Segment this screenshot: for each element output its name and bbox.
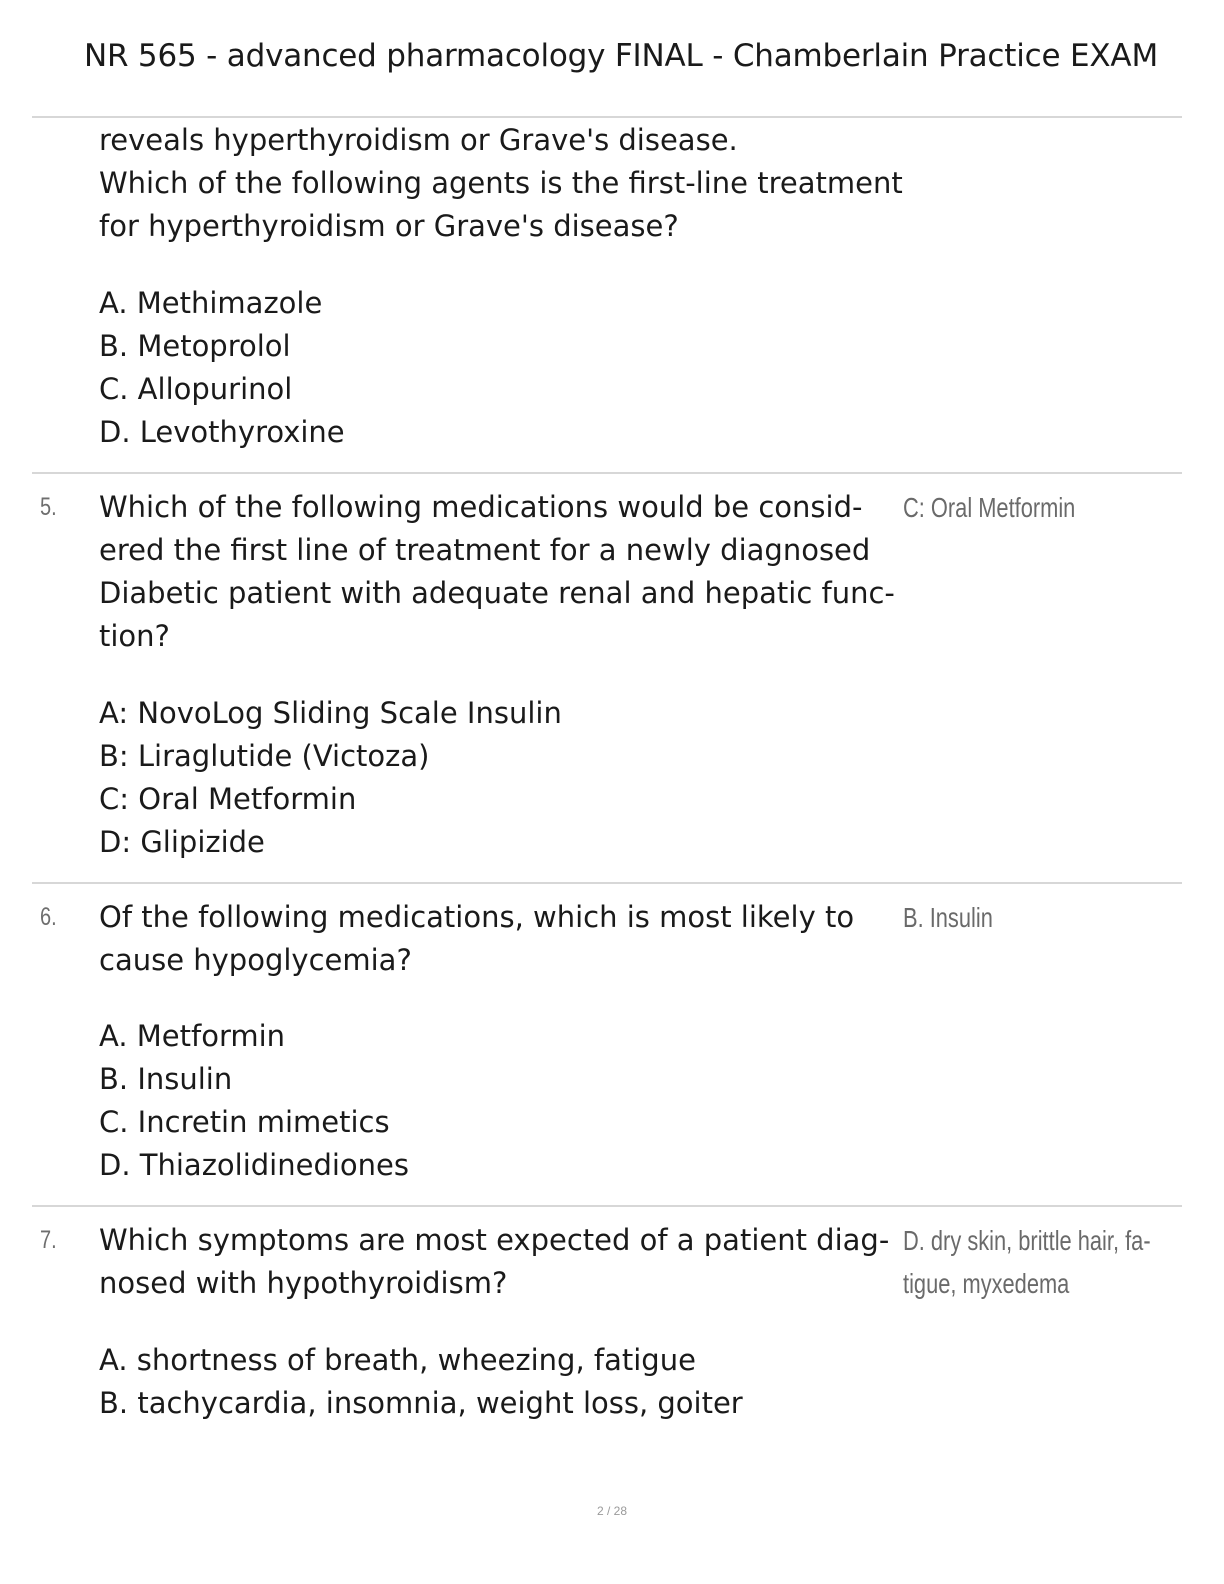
question-4-options bbox=[99, 282, 899, 454]
question-line: Which of the following agents is the first-line treatment bbox=[99, 166, 903, 200]
option-d: D. Levothyroxine bbox=[99, 415, 345, 449]
option-c: C. Allopurinol bbox=[99, 372, 293, 406]
question-line: ered the first line of treatment for a newly diagnosed bbox=[99, 533, 871, 567]
question-7-number: 7. bbox=[40, 1226, 57, 1254]
answer-line: C: Oral Metformin bbox=[903, 492, 1076, 523]
divider bbox=[32, 1205, 1182, 1207]
option-d: D: Glipizide bbox=[99, 825, 265, 859]
page-number: 2 / 28 bbox=[596, 1504, 628, 1518]
question-7-answer bbox=[903, 1219, 1153, 1305]
option-a: A. Methimazole bbox=[99, 286, 323, 320]
question-7-options bbox=[99, 1339, 899, 1425]
question-line: for hyperthyroidism or Grave's disease? bbox=[99, 209, 679, 243]
divider bbox=[32, 882, 1182, 884]
option-b: B: Liraglutide (Victoza) bbox=[99, 739, 430, 773]
answer-line: D. dry skin, brittle hair, fa- bbox=[903, 1225, 1151, 1256]
question-6-options bbox=[99, 1015, 899, 1187]
question-4-text bbox=[99, 119, 903, 248]
answer-line: B. Insulin bbox=[903, 902, 993, 933]
question-6-number: 6. bbox=[40, 903, 57, 931]
question-line: cause hypoglycemia? bbox=[99, 943, 412, 977]
option-a: A. Metformin bbox=[99, 1019, 286, 1053]
option-d: D. Thiazolidinediones bbox=[99, 1148, 409, 1182]
question-line: Diabetic patient with adequate renal and hepatic func- bbox=[99, 576, 895, 610]
question-5-text bbox=[99, 486, 899, 658]
question-5-answer bbox=[903, 486, 1153, 529]
question-line: Of the following medications, which is most likely to bbox=[99, 900, 855, 934]
question-6-answer bbox=[903, 896, 1153, 939]
question-5-options bbox=[99, 692, 899, 864]
option-a: A. shortness of breath, wheezing, fatigue bbox=[99, 1343, 696, 1377]
question-7-text bbox=[99, 1219, 899, 1305]
option-b: B. Metoprolol bbox=[99, 329, 291, 363]
divider bbox=[32, 116, 1182, 118]
option-b: B. tachycardia, insomnia, weight loss, goiter bbox=[99, 1386, 743, 1420]
option-c: C: Oral Metformin bbox=[99, 782, 357, 816]
option-b: B. Insulin bbox=[99, 1062, 233, 1096]
divider bbox=[32, 472, 1182, 474]
option-c: C. Incretin mimetics bbox=[99, 1105, 390, 1139]
page-title: NR 565 - advanced pharmacology FINAL - Chamberlain Practice EXAM bbox=[83, 38, 1158, 74]
question-line: tion? bbox=[99, 619, 170, 653]
question-line: Which of the following medications would be consid- bbox=[99, 490, 863, 524]
question-line: nosed with hypothyroidism? bbox=[99, 1266, 508, 1300]
question-line: reveals hyperthyroidism or Grave's disease. bbox=[99, 123, 738, 157]
question-6-text bbox=[99, 896, 899, 982]
answer-line: tigue, myxedema bbox=[903, 1268, 1070, 1299]
option-a: A: NovoLog Sliding Scale Insulin bbox=[99, 696, 562, 730]
question-line: Which symptoms are most expected of a patient diag- bbox=[99, 1223, 890, 1257]
question-5-number: 5. bbox=[40, 493, 57, 521]
